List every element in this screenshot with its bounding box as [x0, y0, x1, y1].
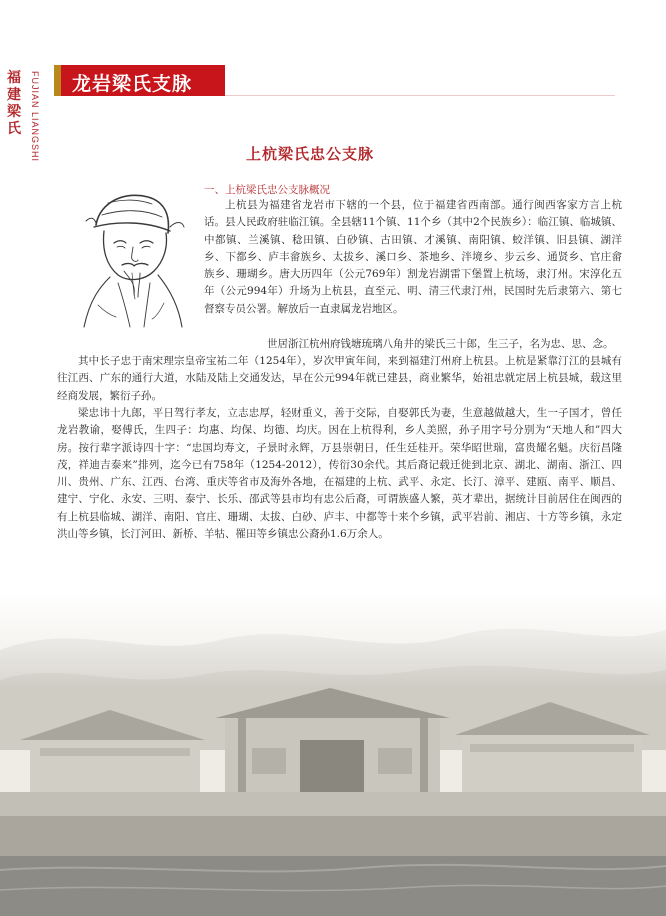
side-vertical-title: 福建梁氏: [7, 70, 21, 137]
article-paragraph-4: 梁忠讳十九郎，平日驾行孝友，立志忠厚，轻财重义，善于交际，自娶郭氏为妻，生意越做越大，生一子国才，曾任龙岩教谕，娶傅氏，生四子：均惠、均保、均德、均庆。因在上杭得利，乡人美照，孙子用字号分别为“天地人和”四大房。按行辈字派诗四十字：“忠国均寿文，子景时永辉，万县崇朝日，任生廷桂开。荣华昭世瑞，富贵耀名魁。庆衍昌隆茂，祥迪吉泰来”排列，迄今已有758年（1254-2012），传衍30余代。其后裔记载迁徙到北京、湖北、湖南、浙江、四川、贵州、广东、江西、台湾、重庆等省市及海外各地，在福建的上杭、武平、永定、长汀、漳平、建瓯、南平、顺昌、建宁、宁化、永安、三明、泰宁、长乐、邵武等县市均有忠公后裔，可谓族盛人繁，英才辈出，据统计目前居住在闽西的有上杭县临城、湖洋、南阳、官庄、珊瑚、太拔、白砂、庐丰、中都等十来个乡镇，武平岩前、湘店、十方等乡镇，永定洪山等乡镇，长汀河田、新桥、羊牯、罹田等乡镇忠公裔孙1.6万余人。: [57, 407, 622, 541]
ancestor-portrait-image: [78, 187, 188, 332]
article-subheading: 一、上杭梁氏忠公支脉概况: [204, 184, 330, 196]
section-title: 龙岩梁氏支脉: [72, 73, 193, 95]
article-paragraph-1: 上杭县为福建省龙岩市下辖的一个县，位于福建省西南部。通行闽西客家方言上杭话。县人民政府驻临江镇。全县辖11个镇、11个乡（其中2个民族乡）：临江镇、临城镇、中都镇、兰溪镇、稔田镇、白砂镇、古田镇、才溪镇、南阳镇、蛟洋镇、旧县镇、湖洋乡、下都乡、庐丰畲族乡、太拔乡、溪口乡、茶地乡、泮境乡、步云乡、通贤乡、官庄畲族乡、珊瑚乡。唐大历四年（公元769年）割龙岩湖雷下堡置上杭场，隶汀州。宋淳化五年（公元994年）升场为上杭县，直至元、明、清三代隶汀州，民国时先后隶第六、第七督察专员公署。解放后一直隶属龙岩地区。: [204, 199, 622, 315]
article-paragraph-2: 世居浙江杭州府钱塘琉璃八角井的梁氏三十郎，生三子，名为忠、思、念。: [267, 338, 614, 350]
article-title: 上杭梁氏忠公支脉: [246, 145, 375, 163]
article-paragraph-3: 其中长子忠于南宋理宗皇帝宝祐二年（1254年），岁次甲寅年间，来到福建汀州府上杭县。上杭是紧靠汀江的县城有往江西、广东的通行大道，水陆及陆上交通发达，早在公元994年就已建县，商业繁华，始祖忠就定居上杭县城，载这里经商发展，繁衍子孙。: [57, 355, 622, 402]
banner-divider: [225, 95, 615, 96]
ancestral-hall-photo: [0, 590, 666, 916]
side-vertical-english: FUJIAN LIANGSHI: [30, 71, 40, 163]
